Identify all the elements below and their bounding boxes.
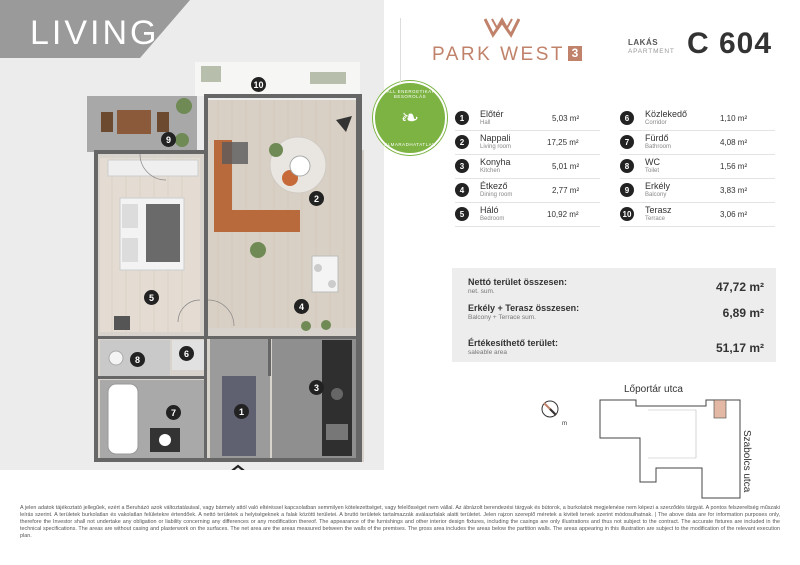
summary-balcony-terrace: Erkély + Terasz összesen: Balcony + Terrace sum. 6,89 m² <box>468 303 764 321</box>
energy-badge: ALL ENERGETIKAI BESOROLÁS ❧ ELMARADHATATLAN <box>373 81 447 155</box>
brand-name: PARK WEST 3 <box>432 44 582 66</box>
room-row: 3 Konyha Kitchen 5,01 m² <box>455 155 600 179</box>
summary-saleable-area: Értékesíthető terület: saleable area 51,17 m² <box>468 338 764 356</box>
living-logo: LIVING <box>30 14 160 52</box>
room-row: 5 Háló Bedroom 10,92 m² <box>455 203 600 227</box>
floor-plan-area <box>0 0 384 470</box>
plan-marker-8: 8 <box>130 352 145 367</box>
street-label-top: Lőportár utca <box>624 384 683 395</box>
street-label-right: Szabolcs utca <box>741 430 752 493</box>
unit-code: C 604 <box>687 27 773 60</box>
plan-marker-1: 1 <box>234 404 249 419</box>
room-row: 1 Előtér Hall 5,03 m² <box>455 107 600 131</box>
room-row: 4 Étkező Dining room 2,77 m² <box>455 179 600 203</box>
park-west-logo-icon <box>484 16 520 38</box>
site-map <box>596 398 746 500</box>
entrance-arrow-icon <box>228 466 248 470</box>
plan-marker-4: 4 <box>294 299 309 314</box>
svg-text:m: m <box>562 421 567 427</box>
unit-label-hu: LAKÁS <box>628 38 659 47</box>
compass-icon <box>536 397 576 437</box>
plan-marker-9: 9 <box>161 132 176 147</box>
room-row: 9 Erkély Balcony 3,83 m² <box>620 179 775 203</box>
area-summary <box>452 268 776 362</box>
leaf-icon: ❧ <box>400 105 420 130</box>
plan-marker-10: 10 <box>251 77 266 92</box>
room-row: 8 WC Toilet 1,56 m² <box>620 155 775 179</box>
room-row: 7 Fürdő Bathroom 4,08 m² <box>620 131 775 155</box>
plan-marker-2: 2 <box>309 191 324 206</box>
brand-phase-badge: 3 <box>568 46 582 61</box>
plan-marker-3: 3 <box>309 380 324 395</box>
unit-label-en: APARTMENT <box>628 48 675 55</box>
room-row: 2 Nappali Living room 17,25 m² <box>455 131 600 155</box>
site-map-unit-highlight <box>714 400 726 418</box>
floor-plan-drawing <box>0 0 384 470</box>
room-column-right <box>620 107 775 227</box>
plan-marker-6: 6 <box>179 346 194 361</box>
header-divider <box>400 18 401 82</box>
room-column-left <box>455 107 600 227</box>
summary-net-area: Nettó terület összesen: net. sum. 47,72 m² <box>468 277 764 295</box>
plan-marker-7: 7 <box>166 405 181 420</box>
room-row: 10 Terasz Terrace 3,06 m² <box>620 203 775 227</box>
disclaimer-text: A jelen adatok tájékoztató jellegűek, ezért a Beruházó azok változtatásával, vagy bármely attól való eltéréssel kapcsolatban semmilyen kötelezettséget, vagy felelősséget nem vállal. Az ábrázolt berendezési tárgyak és bútorok, a burkolatok megjelenése nem képezi a szerződés tárgyát. A pontos felszereltség műszaki leírás szerint. A területek burkolatlan és vakolatlan felületekre értendőek. A nettó területek a helyiségeknek a falak közötti területei. A bruttó területek tartalmazzák aválaszfalak alatti területet. Jelen rajzon szereplő méretek a kiviteli tervek szerint módosulhatnak. | The above data are for information purposes only, therefore the Investor shall not undertake any obligation or liability concerning any differences or any modification thereof. The appearance of the furnishings and other interior design fixtures, including the casings are only illustrations and thus not subject to the contract. The accurate fixtures are included in the technical specifications. The areas are without casing and plasterwork on the surfaces. The net area are the areas measured between the walls of the premises. The gross area includes the areas below the partition walls. The areas appearing in this illustration are subject to the modification of the relevant execution plan. <box>20 505 780 539</box>
room-row: 6 Közlekedő Corridor 1,10 m² <box>620 107 775 131</box>
plan-marker-5: 5 <box>144 290 159 305</box>
